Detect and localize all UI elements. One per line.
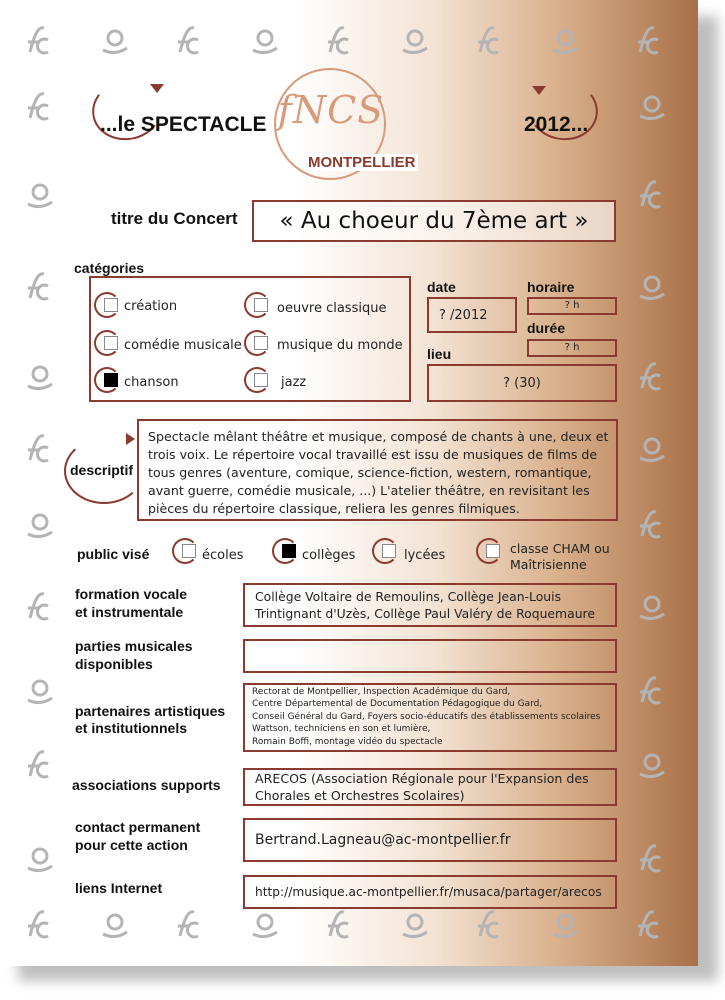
title-label: titre du Concert [111,209,238,228]
liens-label: liens Internet [75,880,163,896]
associations-label: associations supports [72,777,221,793]
watermark-fc-icon [28,752,48,777]
date-value: ? /2012 [439,308,488,323]
watermark-fc-icon [178,912,198,937]
partenaires-label-line2: et institutionnels [75,720,187,736]
watermark-fc-icon [478,28,498,53]
jazz-checkbox[interactable] [254,373,268,387]
musique-du-monde-label: musique du monde [277,338,403,353]
descriptif-box [137,419,618,521]
watermark-note-icon [28,185,52,207]
watermark-note-icon [640,97,664,119]
header-left-text: ...le SPECTACLE [100,113,267,136]
lycees-checkbox[interactable] [382,544,396,558]
watermark-fc-icon [640,182,660,207]
creation-checkbox[interactable] [104,298,118,312]
logo [268,68,416,188]
watermark-note-icon [403,915,427,937]
public-label: public visé [77,546,150,562]
parties-label-line2: disponibles [75,656,153,672]
associations-value: ARECOS (Association Régionale pour l'Expansion des Chorales et Orchestres Scolaires) [255,771,589,803]
cham-checkbox[interactable] [486,544,500,558]
watermark-fc-icon [638,28,658,53]
comedie-musicale-label: comédie musicale [124,338,242,353]
creation-label: création [124,299,178,314]
watermark-note-icon [640,597,664,619]
watermark-fc-icon [638,912,658,937]
oeuvre-classique-label: oeuvre classique [277,301,387,316]
partenaires-line: Conseil Général du Gard, Foyers socio-éducatifs des établissements scolaires [252,711,601,722]
chanson-checkbox[interactable] [104,373,118,387]
chanson-label: chanson [124,375,179,390]
jazz-label: jazz [281,375,307,390]
watermark-note-icon [640,439,664,461]
logo-city: MONTPELLIER [308,154,416,171]
watermark-note-icon [403,31,427,53]
parties-label-line1: parties musicales [75,638,193,654]
logo-letters: fNCS [277,88,385,132]
musique-du-monde-checkbox[interactable] [254,336,268,350]
title-value: « Au choeur du 7ème art » [279,208,589,234]
partenaires-line: Centre Départemental de Documentation Pédagogique du Gard, [252,699,543,710]
watermark-note-icon [253,915,277,937]
colleges-label: collèges [302,548,356,563]
partenaires-line: Wattson, techniciens en son et lumière, [252,724,431,735]
horaire-field[interactable] [527,297,617,315]
watermark-note-icon [553,31,577,53]
watermark-note-icon [28,681,52,703]
date-label: date [427,279,456,295]
formation-label-line1: formation vocale [75,586,188,602]
watermark-note-icon [640,755,664,777]
liens-box [243,875,617,909]
contact-box [243,818,617,862]
watermark-fc-icon [28,274,48,299]
descriptif-label: descriptif [70,462,134,478]
partenaires-label-line1: partenaires artistiques [75,703,226,719]
watermark-fc-icon [178,28,198,53]
watermark-fc-icon [328,28,348,53]
watermark-fc-icon [640,678,660,703]
watermark-fc-icon [640,846,660,871]
watermark-fc-icon [28,436,48,461]
header-right-text: 2012... [524,113,589,136]
oeuvre-classique-checkbox[interactable] [254,298,268,312]
contact-label-line1: contact permanent [75,819,201,835]
watermark-note-icon [103,915,127,937]
watermark-fc-icon [478,912,498,937]
header-left-arrow-icon [150,84,164,93]
colleges-checkbox[interactable] [282,544,296,558]
formation-box [243,583,617,627]
cham-label: classe CHAM ou Maîtrisienne [510,541,610,572]
categories-label: catégories [74,260,145,276]
watermark-fc-icon [28,912,48,937]
date-field[interactable] [427,297,517,333]
partenaires-line: Romain Boffi, montage vidéo du spectacle [252,736,443,747]
watermark-fc-icon [328,912,348,937]
watermark-note-icon [103,31,127,53]
lieu-field[interactable] [427,364,617,402]
duree-label: durée [527,320,566,336]
lycees-label: lycées [404,548,446,563]
watermark-fc-icon [640,512,660,537]
associations-box [243,768,617,806]
horaire-label: horaire [527,279,575,295]
descriptif-arrow-icon [126,433,135,445]
header-right-arrow-icon [532,86,546,95]
watermark-note-icon [28,367,52,389]
formation-value: Collège Voltaire de Remoulins, Collège Jean-Louis Trintignant d'Uzès, Collège Paul Valéry de Roquemaure [255,589,596,621]
watermark-fc-icon [28,594,48,619]
contact-value[interactable]: Bertrand.Lagneau@ac-montpellier.fr [255,832,511,848]
watermark-note-icon [28,515,52,537]
duree-field[interactable] [527,339,617,357]
liens-value[interactable]: http://musique.ac-montpellier.fr/musaca/partager/arecos [255,885,602,899]
parties-box[interactable] [243,639,617,673]
lieu-label: lieu [427,346,452,362]
horaire-value: ? h [564,300,580,311]
watermark-fc-icon [640,364,660,389]
watermark-note-icon [640,277,664,299]
watermark-fc-icon [28,94,48,119]
watermark-note-icon [253,31,277,53]
title-field [252,200,616,242]
contact-label-line2: pour cette action [75,837,188,853]
comedie-musicale-checkbox[interactable] [104,336,118,350]
watermark-note-icon [553,915,577,937]
watermark-fc-icon [28,28,48,53]
descriptif-text: Spectacle mêlant théâtre et musique, composé de chants à une, deux et trois voix. Le répertoire vocal travaillé est issu de musiques de films de tous genres (aventure, comique, science-fiction, western, romantique, avant guerre, comédie musicale, ...) L'atelier théâtre, en revisitant les pièces du répertoire classique, reliera les genres filmiques. [148,429,609,516]
partenaires-text [252,686,613,748]
lieu-value: ? (30) [503,376,541,391]
partenaires-line: Rectorat de Montpellier, Inspection Académique du Gard, [252,687,511,697]
ecoles-checkbox[interactable] [182,544,196,558]
partenaires-box [243,683,617,752]
formation-label-line2: et instrumentale [75,604,184,620]
watermark-note-icon [28,849,52,871]
duree-value: ? h [564,342,580,353]
ecoles-label: écoles [202,548,244,563]
